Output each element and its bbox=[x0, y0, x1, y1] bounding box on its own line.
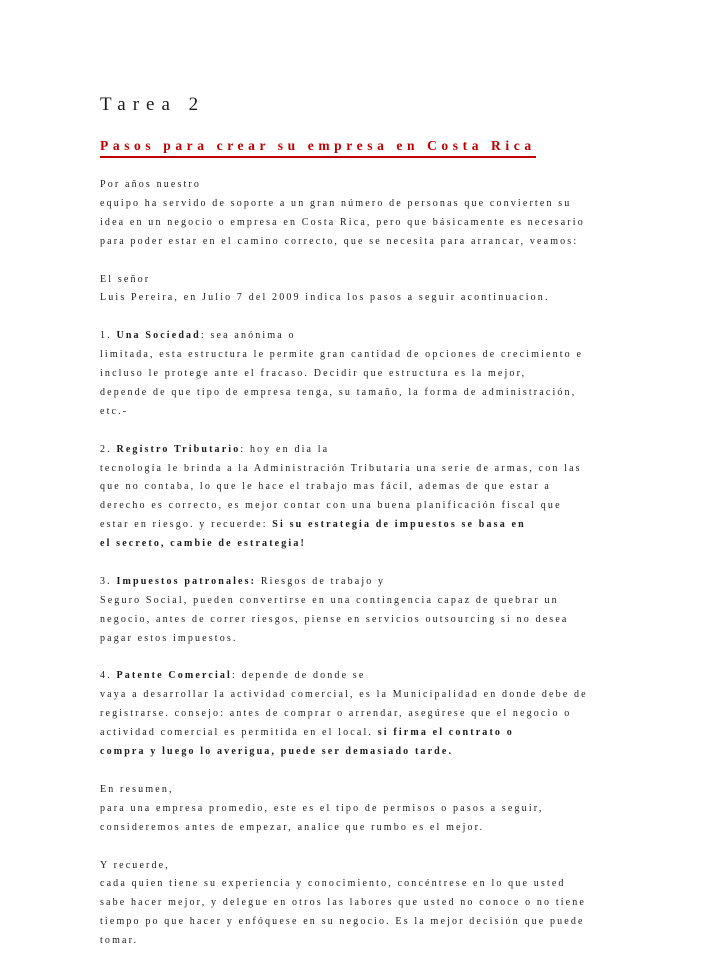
source-paragraph bbox=[100, 271, 570, 309]
page-subtitle: Pasos para crear su empresa en Costa Rica bbox=[100, 138, 536, 158]
intro-paragraph bbox=[100, 176, 585, 252]
text-line: para poder estar en el camino correcto, que se necesita para arrancar, veamos: bbox=[100, 235, 579, 247]
text-line: pagar estos impuestos. bbox=[100, 632, 238, 644]
step-text: : depende de donde se bbox=[231, 670, 366, 682]
step-2-paragraph bbox=[100, 441, 582, 554]
text-line: vaya a desarrollar la actividad comercial, es la Municipalidad en donde debe de bbox=[100, 689, 588, 701]
step-4-first-line bbox=[100, 667, 570, 686]
text-line: cada quien tiene su experiencia y conocimiento, concéntrese en lo que usted bbox=[100, 878, 566, 890]
plain-text: actividad comercial es permitida en el local. bbox=[100, 727, 378, 739]
text-line: equipo ha servido de soporte a un gran número de personas que convierten su bbox=[100, 197, 572, 209]
step-heading: Una Sociedad bbox=[116, 330, 201, 342]
text-line: Y recuerde, bbox=[100, 859, 170, 871]
text-line: etc.- bbox=[100, 405, 129, 417]
text-line: que no contaba, lo que le hace el trabajo mas fácil, ademas de que estar a bbox=[100, 481, 551, 493]
text-line: registrarse. consejo: antes de comprar o arrendar, asegúrese que el negocio o bbox=[100, 708, 572, 720]
step-3-first-line bbox=[100, 573, 570, 592]
text-line: depende de que tipo de empresa tenga, su tamaño, la forma de administración, bbox=[100, 386, 577, 398]
text-line bbox=[100, 743, 570, 762]
text-line-mixed bbox=[100, 724, 570, 743]
text-line: idea en un negocio o empresa en Costa Rica, pero que básicamente es necesario bbox=[100, 216, 585, 228]
text-line: El señor bbox=[100, 273, 151, 285]
step-1-first-line bbox=[100, 327, 570, 346]
step-1-paragraph bbox=[100, 327, 584, 422]
step-number: 3. bbox=[100, 575, 112, 587]
emphasis-text: compra y luego lo averigua, puede ser demasiado tarde. bbox=[100, 746, 454, 758]
document-body bbox=[100, 176, 588, 970]
step-number: 4. bbox=[100, 670, 112, 682]
text-line: Luis Pereira, en Julio 7 del 2009 indica los pasos a seguir acontinuacion. bbox=[100, 292, 550, 304]
text-line: Seguro Social, pueden convertirse en una contingencia capaz de quebrar un bbox=[100, 594, 559, 606]
step-2-first-line bbox=[100, 441, 570, 460]
plain-text: estar en riesgo. y recuerde: bbox=[100, 519, 273, 531]
step-3-paragraph bbox=[100, 573, 570, 649]
text-line: negocio, antes de correr riesgos, piense en servicios outsourcing si no desea bbox=[100, 613, 569, 625]
summary-paragraph bbox=[100, 781, 570, 838]
text-line: tecnología le brinda a la Administración Tributaria una serie de armas, con las bbox=[100, 462, 582, 474]
step-text: Riesgos de trabajo y bbox=[256, 575, 386, 587]
text-line: incluso le protege ante el fracaso. Decidir que estructura es la mejor, bbox=[100, 368, 527, 380]
text-line: sabe hacer mejor, y delegue en otros las labores que usted no conoce o no tiene bbox=[100, 897, 587, 909]
step-heading: Registro Tributario bbox=[116, 443, 241, 455]
text-line: En resumen, bbox=[100, 783, 174, 795]
emphasis-text: si firma el contrato o bbox=[377, 727, 514, 739]
text-line: para una empresa promedio, este es el tipo de permisos o pasos a seguir, bbox=[100, 802, 544, 814]
text-line: Por años nuestro bbox=[100, 179, 202, 190]
emphasis-text: Si su estrategia de impuestos se basa en bbox=[272, 519, 526, 531]
step-number: 2. bbox=[100, 443, 112, 455]
text-line: consideremos antes de empezar, analice que rumbo es el mejor. bbox=[100, 821, 485, 833]
text-line: derecho es correcto, es mejor contar con una buena planificación fiscal que bbox=[100, 500, 562, 512]
closing-paragraph bbox=[100, 857, 587, 952]
step-heading: Impuestos patronales: bbox=[116, 575, 257, 587]
text-line-mixed bbox=[100, 516, 570, 535]
step-text: : hoy en dia la bbox=[240, 443, 330, 455]
step-number: 1. bbox=[100, 330, 112, 342]
step-text: : sea anónima o bbox=[200, 330, 296, 342]
page-title: Tarea 2 bbox=[100, 94, 206, 115]
text-line bbox=[100, 535, 570, 554]
text-line: tomar. bbox=[100, 935, 139, 947]
text-line: tiempo po que hacer y enfóquese en su negocio. Es la mejor decisión que puede bbox=[100, 916, 585, 928]
emphasis-text: el secreto, cambie de estrategia! bbox=[100, 538, 306, 550]
step-heading: Patente Comercial bbox=[116, 670, 232, 682]
text-line: limitada, esta estructura le permite gran cantidad de opciones de crecimiento e bbox=[100, 349, 584, 361]
step-4-paragraph bbox=[100, 667, 588, 762]
